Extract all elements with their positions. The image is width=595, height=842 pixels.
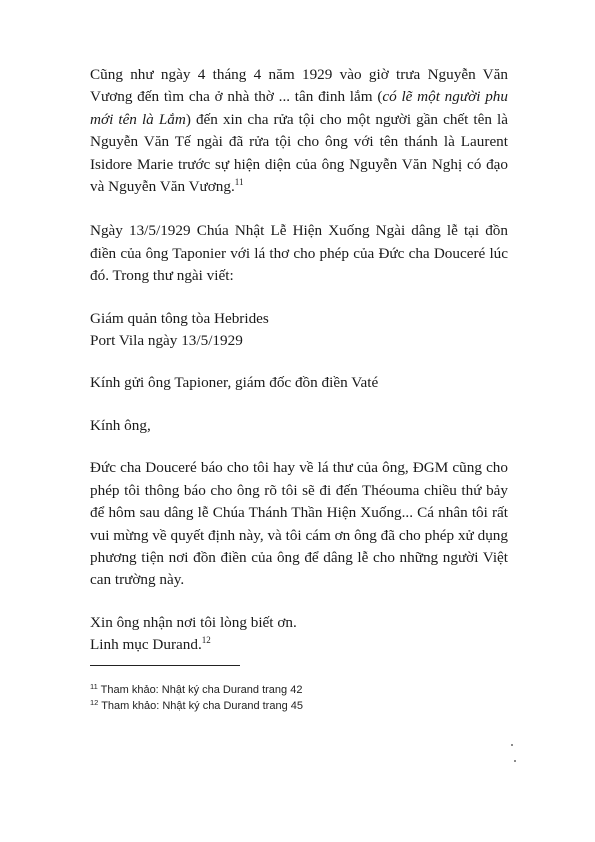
footnote-text: Tham khảo: Nhật ký cha Durand trang 45 <box>98 700 303 712</box>
footnote-text: Tham khảo: Nhật ký cha Durand trang 42 <box>97 684 303 696</box>
footnote-item <box>90 698 303 714</box>
footnote-ref-12: 12 <box>201 635 211 646</box>
letter-salutation: Kính ông, <box>90 416 151 434</box>
letter-body: Đức cha Douceré báo cho tôi hay về lá thư của ông, ĐGM cũng cho phép tôi thông báo cho ông rõ tôi sẽ đi đến Théouma chiều thứ bảy để hôm sau dâng lễ Chúa Thánh Thần Hiện Xuống... Cá nhân tôi rất vui mừng về quyết định này, và tôi cám ơn ông đã cho phép xử dụng phương tiện nơi đồn điền của ông để dâng lễ cho những người Việt can trường này. <box>90 459 508 589</box>
footnote-ref-11: 11 <box>234 177 244 188</box>
signature-line: Linh mục Durand. <box>90 636 202 654</box>
italic-note: có lẽ một người phu mới tên là Lắm <box>90 88 508 128</box>
letter-closing <box>90 612 508 657</box>
footnote-divider <box>90 665 240 666</box>
footnote-item <box>90 682 303 698</box>
letter-date-line: Port Vila ngày 13/5/1929 <box>90 332 243 350</box>
letter-header-line: Giám quản tông tòa Hebrides <box>90 309 269 327</box>
footnote-number: 12 <box>90 698 99 707</box>
paragraph-baptism-account <box>90 64 508 198</box>
page-body <box>90 64 508 657</box>
scan-speck <box>511 744 513 746</box>
letter-addressee: Kính gửi ông Tapioner, giám đốc đồn điền Vaté <box>90 374 379 392</box>
closing-line: Xin ông nhận nơi tôi lòng biết ơn. <box>90 613 297 631</box>
footnote-number: 11 <box>90 682 98 691</box>
footnotes <box>90 682 303 714</box>
paragraph-pentecost-mass: Ngày 13/5/1929 Chúa Nhật Lễ Hiện Xuống Ngài dâng lễ tại đồn điền của ông Taponier với lá thơ cho phép của Đức cha Douceré lúc đó. Trong thư ngài viết: <box>90 222 508 285</box>
scan-speck <box>514 760 516 762</box>
paragraph-text: Cũng như ngày 4 tháng 4 năm 1929 vào giờ trưa Nguyễn Văn Vương đến tìm cha ở nhà thờ ... tân đinh lắm ( <box>90 66 508 106</box>
paragraph-text: ) đến xin cha rửa tội cho một người gần chết tên là Nguyễn Văn Tế ngài đã rửa tội cho ông với tên thánh là Laurent Isidore Marie trước sự hiện diện của ông Nguyễn Văn Nghị có đạo và Nguyễn Văn Vương. <box>90 110 509 196</box>
letter-header <box>90 308 508 353</box>
